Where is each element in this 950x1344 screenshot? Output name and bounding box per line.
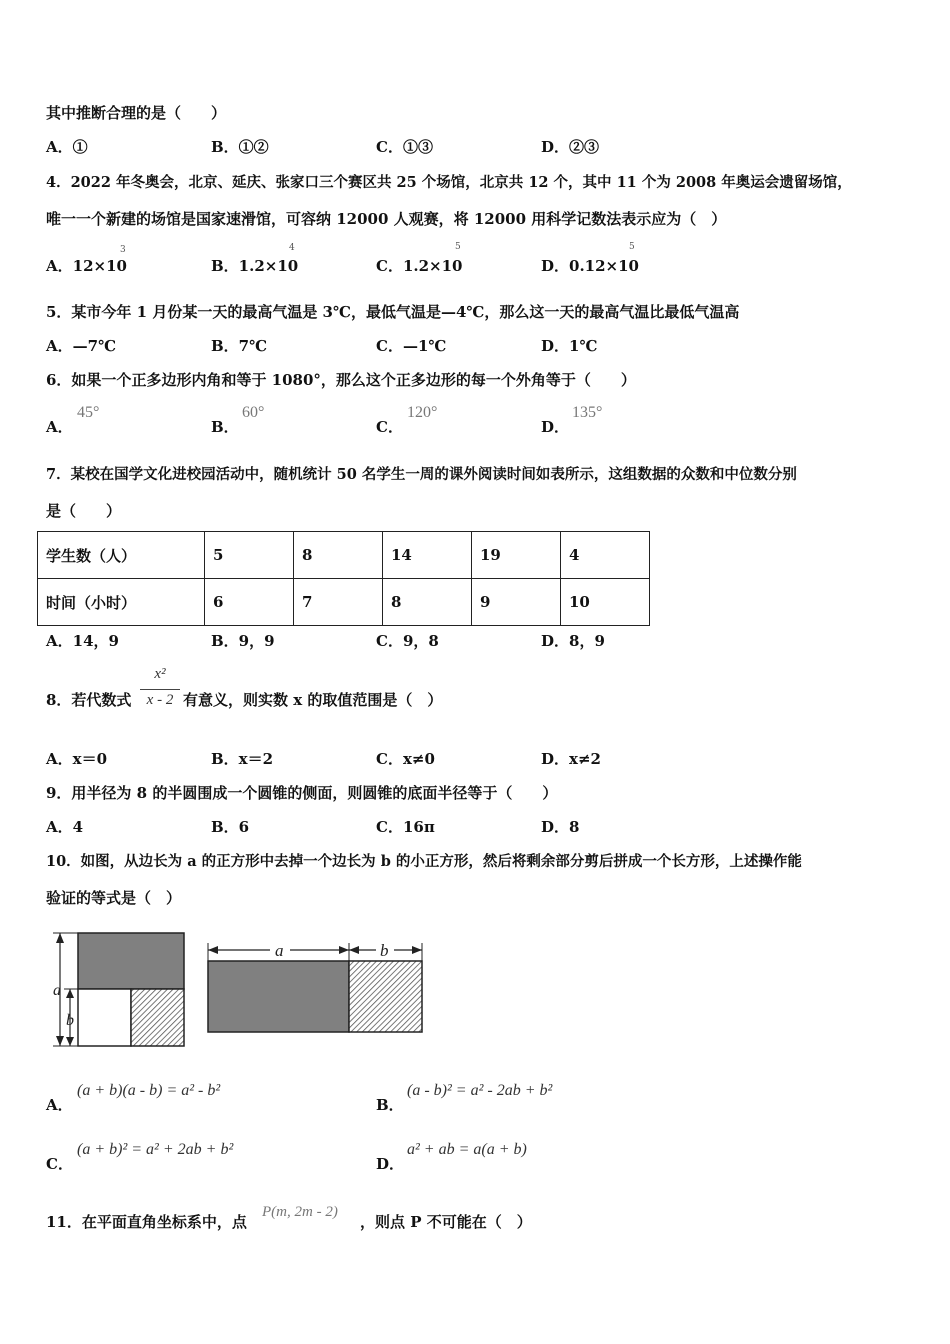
table-cell: 14 [383,532,472,579]
table-cell: 19 [472,532,561,579]
option-a: A．① [46,138,88,156]
q4-exp-d: 5 [629,242,635,252]
q6-letter-d: D． [541,418,570,436]
question-intro: 其中推断合理的是（ ） [46,104,227,122]
q11-point: P(m, 2m - 2) [262,1204,338,1220]
q11-suffix: ，则点 P 不可能在（ ） [360,1213,532,1231]
q9-option-c: C．16π [376,818,435,836]
q8-option-b: B．x＝2 [211,750,274,768]
q7-option-a: A．14，9 [46,632,119,650]
q10-letter-c: C． [46,1155,73,1173]
label-a-right: a [275,941,284,960]
table-cell: 5 [205,532,294,579]
table-cell: 时间（小时） [38,579,205,626]
table-cell: 9 [472,579,561,626]
q4-exp-c: 5 [455,242,461,252]
q6-text: 6．如果一个正多边形内角和等于 1080°，那么这个正多边形的每一个外角等于（ ） [46,371,636,389]
q4-option-a: A．12×10 [46,257,127,275]
table-cell: 10 [561,579,650,626]
q5-option-a: A．—7℃ [46,337,117,355]
q10-formula-b: (a - b)² = a² - 2ab + b² [407,1082,553,1099]
q10-formula-a: (a + b)(a - b) = a² - b² [77,1082,221,1099]
q6-letter-b: B． [211,418,239,436]
q7-option-d: D．8，9 [541,632,605,650]
q10-letter-d: D． [376,1155,405,1173]
table-row [38,532,650,579]
left-square-figure [53,933,184,1046]
fraction-bar [140,689,180,690]
table-cell: 4 [561,532,650,579]
q5-text: 5．某市今年 1 月份某一天的最高气温是 3℃，最低气温是—4℃，那么这一天的最高气温比最低气温高 [46,303,740,321]
q6-value-b: 60° [242,404,265,421]
label-b-left: b [66,1012,74,1029]
q4-line2: 唯一一个新建的场馆是国家速滑馆，可容纳 12000 人观赛，将 12000 用科学记数法表示应为（ ） [46,210,727,228]
table-cell: 8 [294,532,383,579]
q10-formula-d: a² + ab = a(a + b) [407,1141,527,1158]
q6-value-c: 120° [407,404,438,421]
right-rectangle-figure [208,941,422,1032]
q9-text: 9．用半径为 8 的半圆围成一个圆锥的侧面，则圆锥的底面半径等于（ ） [46,784,558,802]
q7-option-c: C．9，8 [376,632,439,650]
q4-line1: 4．2022 年冬奥会，北京、延庆、张家口三个赛区共 25 个场馆，北京共 12 个，其中 11 个为 2008 年奥运会遗留场馆， [46,174,852,191]
q10-formula-c: (a + b)² = a² + 2ab + b² [77,1141,234,1158]
q5-option-c: C．—1℃ [376,337,447,355]
square-diagram [50,925,430,1055]
q7-line2: 是（ ） [46,502,122,520]
table-cell: 8 [383,579,472,626]
q8-prefix: 8．若代数式 [46,691,132,709]
q5-option-d: D．1℃ [541,337,598,355]
q6-value-a: 45° [77,404,100,421]
q11-prefix: 11．在平面直角坐标系中，点 [46,1213,247,1231]
table-cell: 学生数（人） [38,532,205,579]
q4-option-d: D．0.12×10 [541,257,639,275]
q10-letter-a: A． [46,1096,73,1114]
table-row [38,579,650,626]
label-b-right: b [380,941,389,960]
q6-letter-c: C． [376,418,403,436]
q8-denominator: x - 2 [146,692,174,708]
q7-option-b: B．9，9 [211,632,275,650]
q10-line2: 验证的等式是（ ） [46,889,182,907]
option-c: C．①③ [376,138,433,156]
q8-numerator: x² [154,666,166,682]
table-cell: 7 [294,579,383,626]
q8-option-d: D．x≠2 [541,750,601,768]
q4-option-c: C．1.2×10 [376,257,463,275]
q4-exp-b: 4 [289,243,295,253]
q6-value-d: 135° [572,404,603,421]
q6-letter-a: A． [46,418,73,436]
q8-option-c: C．x≠0 [376,750,435,768]
q10-line1: 10．如图，从边长为 a 的正方形中去掉一个边长为 b 的小正方形，然后将剩余部分剪后拼成一个长方形，上述操作能 [46,853,802,870]
q7-line1: 7．某校在国学文化进校园活动中，随机统计 50 名学生一周的课外阅读时间如表所示，这组数据的众数和中位数分别 [46,466,797,483]
option-b: B．①② [211,138,269,156]
q4-option-b: B．1.2×10 [211,257,299,275]
q9-option-a: A．4 [46,818,84,836]
q8-suffix: 有意义，则实数 x 的取值范围是（ ） [183,691,443,709]
q10-letter-b: B． [376,1096,404,1114]
reading-time-table [37,531,650,626]
q8-option-a: A．x＝0 [46,750,108,768]
q5-option-b: B．7℃ [211,337,268,355]
table-cell: 6 [205,579,294,626]
q4-exp-a: 3 [120,245,126,255]
q9-option-d: D．8 [541,818,580,836]
option-d: D．②③ [541,138,600,156]
q9-option-b: B．6 [211,818,250,836]
label-a-left: a [53,982,61,999]
